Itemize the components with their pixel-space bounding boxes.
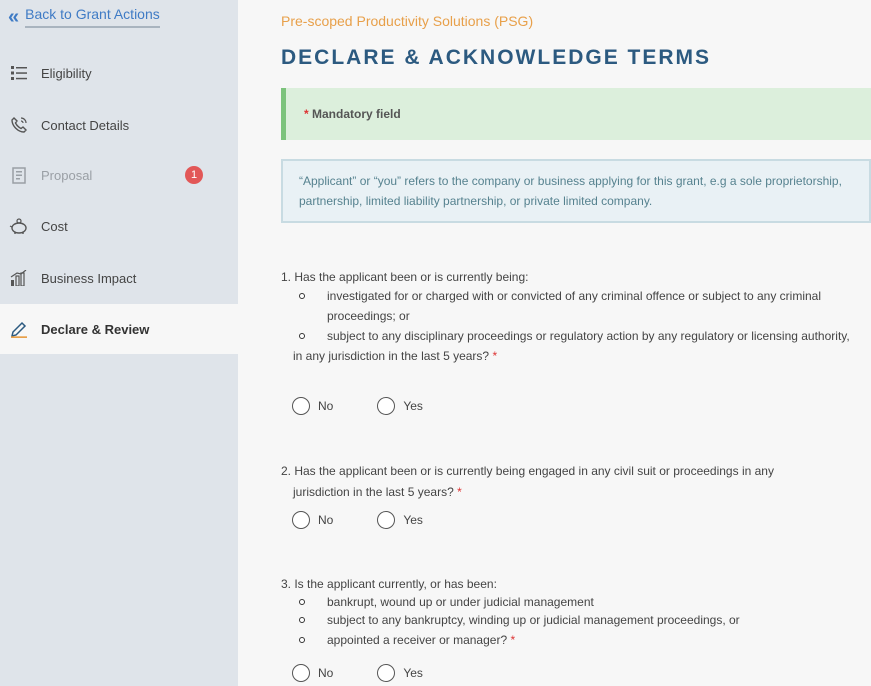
- sidebar-item-label: Contact Details: [41, 117, 130, 133]
- sidebar-item-proposal[interactable]: [0, 150, 238, 200]
- page-subtitle: Pre-scoped Productivity Solutions (PSG): [281, 13, 534, 29]
- q2-no-radio[interactable]: No: [292, 511, 333, 529]
- list-item: appointed a receiver or manager? *: [299, 629, 871, 651]
- radio-circle-icon[interactable]: [292, 511, 310, 529]
- sidebar: [0, 0, 238, 686]
- sidebar-item-eligibility[interactable]: [0, 48, 238, 98]
- q1-no-radio[interactable]: No: [292, 397, 333, 415]
- back-link-label: Back to Grant Actions: [25, 6, 160, 28]
- q3-yes-radio[interactable]: Yes: [377, 664, 423, 682]
- radio-circle-icon[interactable]: [377, 397, 395, 415]
- sidebar-item-label: Business Impact: [41, 270, 137, 286]
- radio-circle-icon[interactable]: [377, 664, 395, 682]
- bullet-icon: [299, 617, 305, 623]
- bullet-icon: [299, 333, 305, 339]
- question-text: 2. Has the applicant been or is currently being engaged in any civil suit or proceedings in any: [281, 464, 774, 478]
- question-3: [281, 575, 871, 651]
- sidebar-item-label: Proposal: [41, 167, 93, 183]
- q2-yes-radio[interactable]: Yes: [377, 511, 423, 529]
- piggy-bank-icon: [9, 216, 29, 236]
- required-asterisk: *: [304, 107, 309, 121]
- question-text: 1. Has the applicant been or is currently being:: [281, 270, 529, 284]
- radio-circle-icon[interactable]: [292, 664, 310, 682]
- page-title: DECLARE & ACKNOWLEDGE TERMS: [281, 46, 712, 69]
- question-2: [281, 461, 871, 503]
- back-to-grant-actions-link[interactable]: [8, 6, 160, 28]
- required-asterisk: *: [457, 485, 462, 499]
- question-3-options: [292, 664, 467, 682]
- question-1-options: [292, 397, 467, 415]
- bar-chart-icon: [9, 268, 29, 288]
- document-icon: [9, 165, 29, 185]
- list-item: bankrupt, wound up or under judicial management: [299, 593, 871, 611]
- sidebar-item-cost[interactable]: [0, 201, 238, 251]
- required-asterisk: *: [492, 349, 498, 363]
- bullet-icon: [299, 599, 305, 605]
- notification-badge: 1: [185, 166, 203, 184]
- sidebar-item-declare-review[interactable]: [0, 304, 238, 354]
- list-icon: [9, 63, 29, 83]
- sidebar-item-contact-details[interactable]: [0, 100, 238, 150]
- mandatory-field-notice: [281, 88, 871, 140]
- list-item: subject to any disciplinary proceedings or regulatory action by any regulatory or licensing authority,: [299, 326, 871, 346]
- sidebar-item-label: Eligibility: [41, 65, 92, 81]
- list-item: subject to any bankruptcy, winding up or judicial management proceedings, or: [299, 611, 871, 629]
- sidebar-item-business-impact[interactable]: [0, 253, 238, 303]
- double-chevron-left-icon: «: [8, 6, 20, 28]
- q3-no-radio[interactable]: No: [292, 664, 333, 682]
- q1-yes-radio[interactable]: Yes: [377, 397, 423, 415]
- bullet-icon: [299, 637, 305, 643]
- pen-icon: [9, 319, 29, 339]
- radio-circle-icon[interactable]: [292, 397, 310, 415]
- question-tail: in any jurisdiction in the last 5 years? *: [293, 349, 498, 363]
- required-asterisk: *: [510, 633, 516, 647]
- sidebar-item-label: Declare & Review: [41, 321, 150, 337]
- mandatory-text: Mandatory field: [312, 107, 401, 121]
- question-tail: jurisdiction in the last 5 years? *: [293, 485, 462, 499]
- question-2-options: [292, 511, 467, 529]
- sidebar-item-label: Cost: [41, 218, 68, 234]
- main-content: [238, 0, 871, 686]
- applicant-definition-info: “Applicant” or “you” refers to the company or business applying for this grant, e.g a sole proprietorship, partnership, limited liability partnership, or private limited company.: [281, 159, 871, 223]
- list-item: investigated for or charged with or convicted of any criminal offence or subject to any criminal proceedings; or: [299, 286, 871, 326]
- question-1: [281, 268, 871, 366]
- phone-icon: [9, 115, 29, 135]
- question-text: 3. Is the applicant currently, or has been:: [281, 577, 497, 591]
- radio-circle-icon[interactable]: [377, 511, 395, 529]
- bullet-icon: [299, 293, 305, 299]
